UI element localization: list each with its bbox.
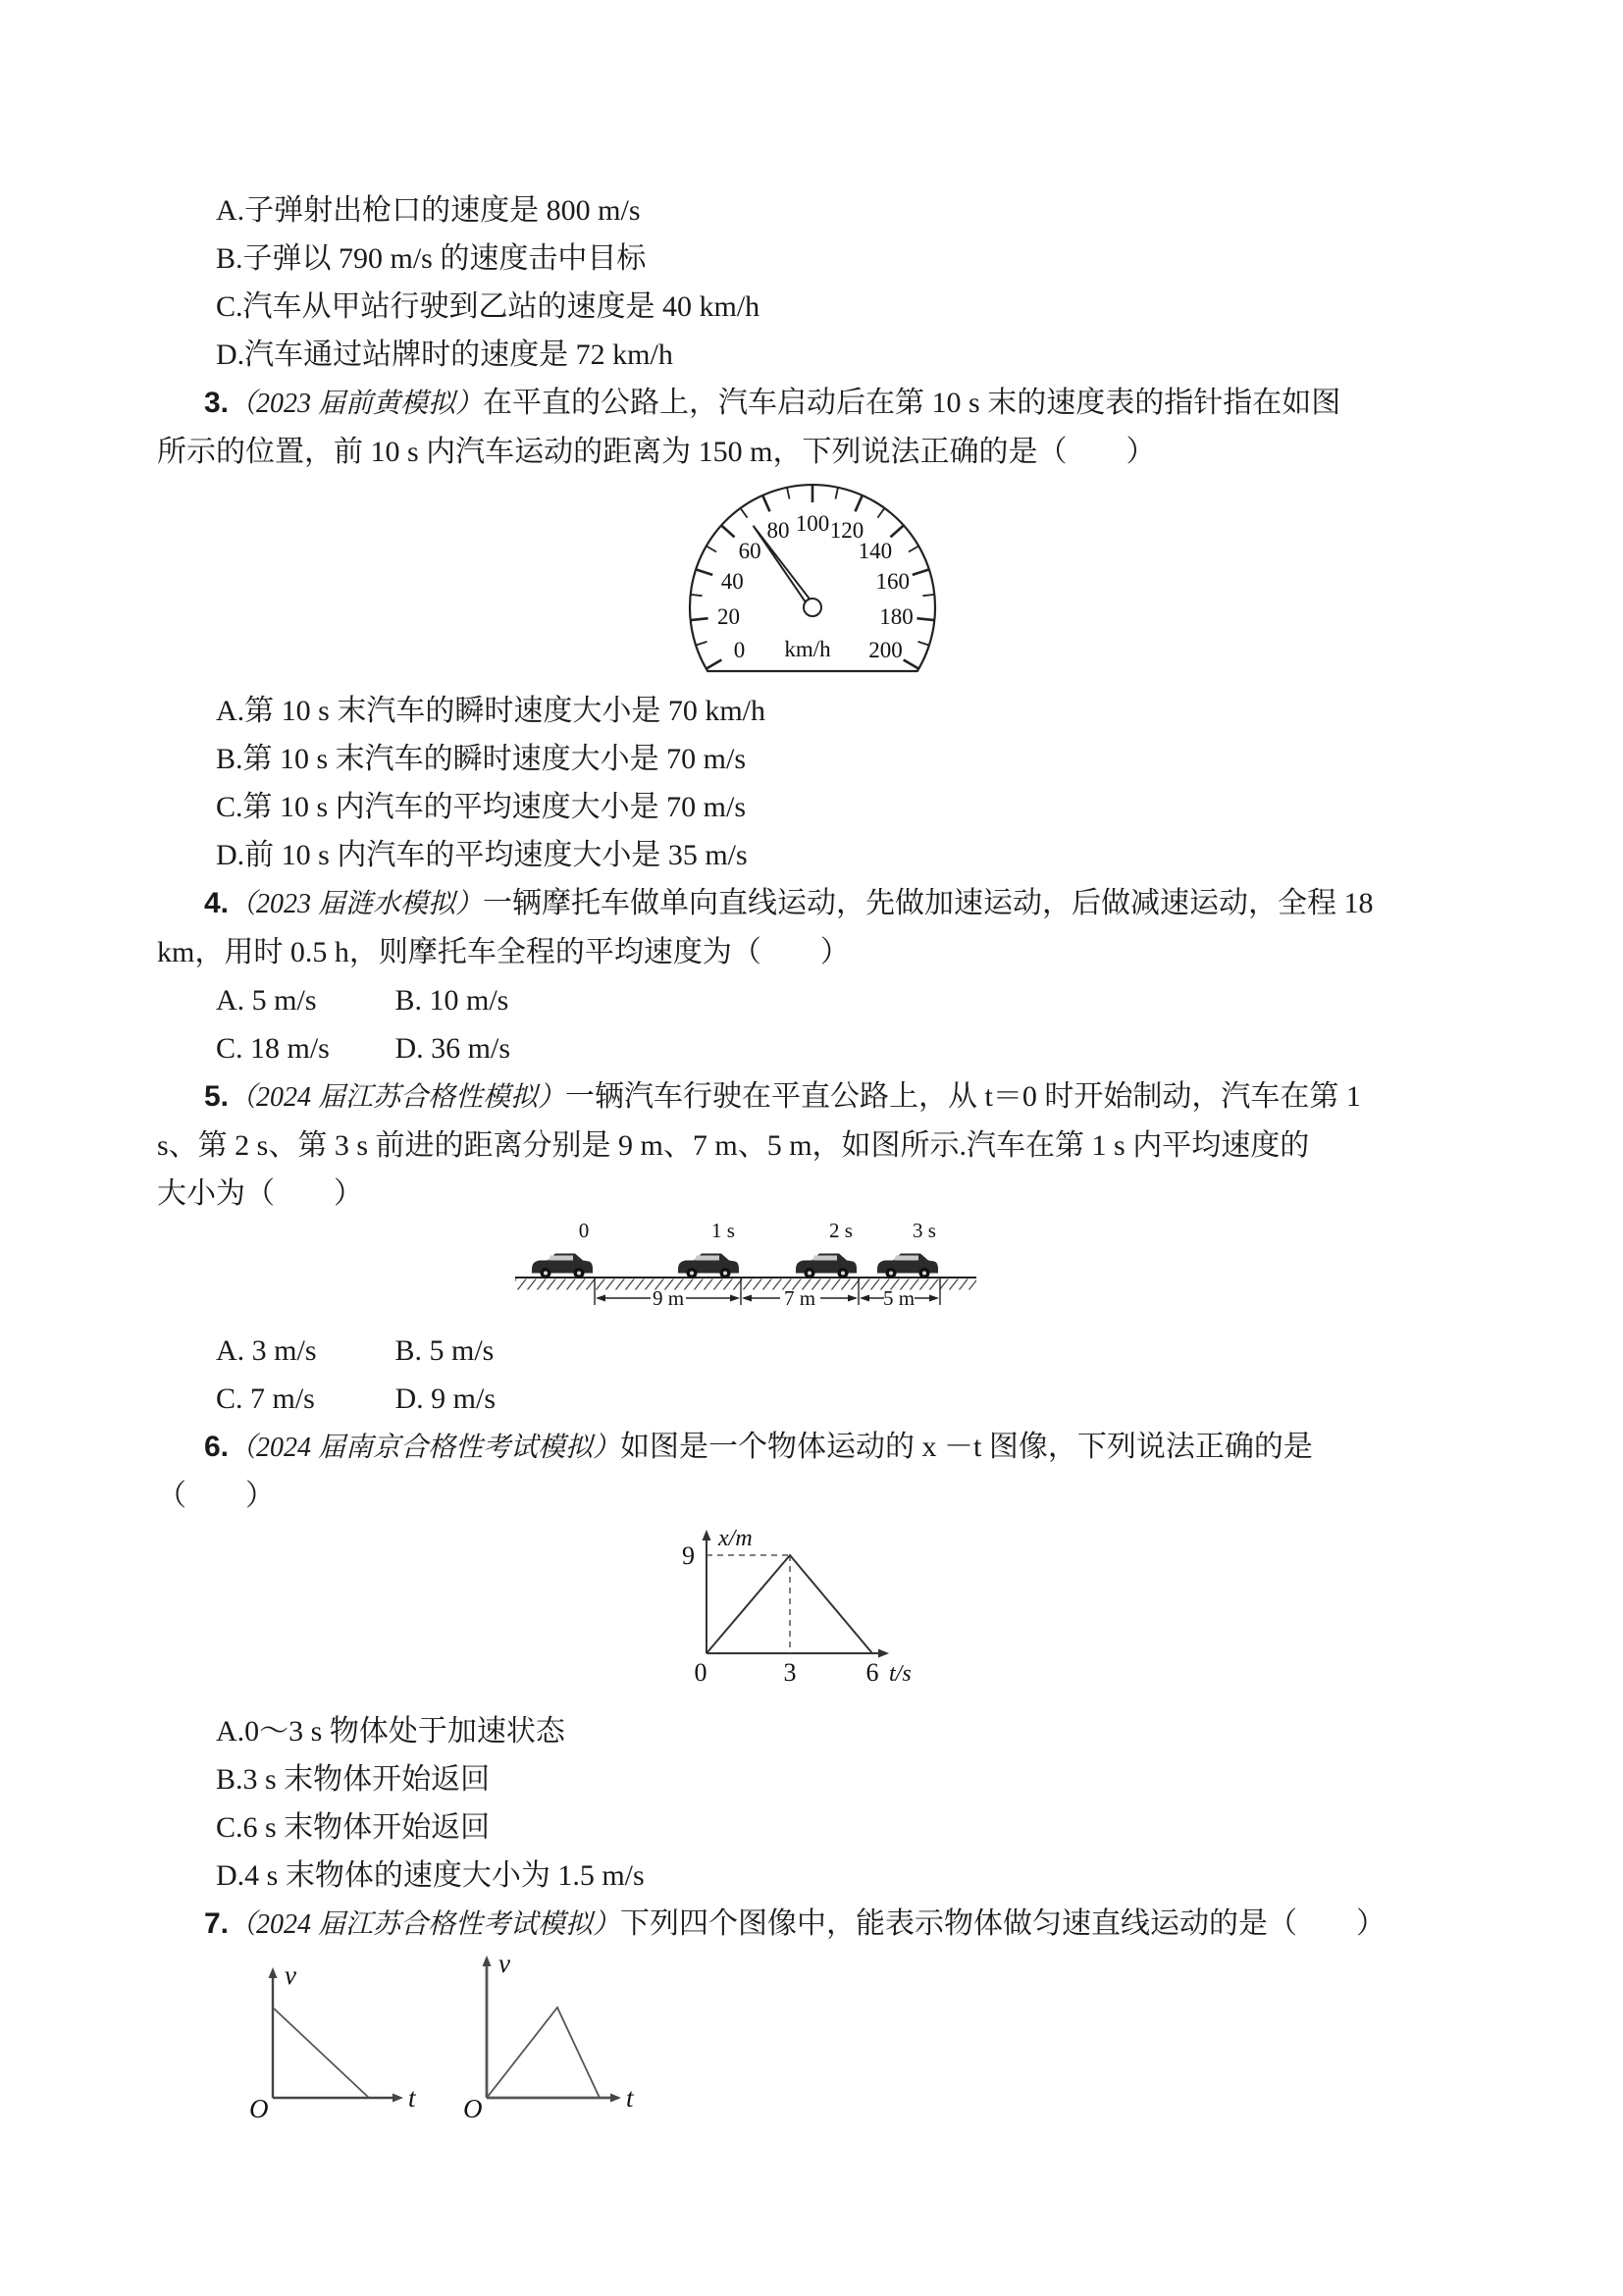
- q5-stem-line2: s、第 2 s、第 3 s 前进的距离分别是 9 m、7 m、5 m，如图所示.汽车在第 1 s 内平均速度的: [157, 1129, 1310, 1162]
- distance-5m: 5 m: [882, 1286, 916, 1310]
- vta-y-arrow: [269, 1967, 278, 1978]
- speedometer-figure: [685, 480, 1461, 683]
- q5-source: （2024 届江苏合格性模拟）: [229, 1082, 566, 1113]
- vta-xlabel: t: [408, 2083, 416, 2113]
- gauge-unit-label: km/h: [784, 637, 831, 661]
- gauge-label-0: 0: [733, 638, 746, 662]
- xt-ylabel: x/m: [718, 1526, 753, 1551]
- gauge-label-80: 80: [766, 518, 790, 543]
- xt-xtick-6: 6: [865, 1658, 879, 1687]
- vt-graph-b-svg: [455, 1953, 642, 2127]
- vtb-ylabel: v: [498, 1953, 510, 1978]
- q3-option-c: C.第 10 s 内汽车的平均速度大小是 70 m/s: [216, 791, 747, 823]
- gauge-label-100: 100: [795, 511, 830, 536]
- q4-stem-text: 一辆摩托车做单向直线运动，先做加速运动，后做减速运动，全程 18: [483, 887, 1374, 919]
- xt-ytick-9: 9: [682, 1541, 695, 1570]
- q4-options-row2: [157, 1024, 1461, 1072]
- xt-graph-svg: [648, 1524, 913, 1698]
- q4-source: （2023 届涟水模拟）: [229, 889, 484, 919]
- vta-ylabel: v: [285, 1962, 296, 1990]
- q6-stem-line2: （ ）: [157, 1480, 275, 1512]
- car-time-1s: 1 s: [711, 1222, 735, 1242]
- q7-stem-line1: [157, 1900, 1461, 1949]
- q7-stem-text: 下列四个图像中，能表示物体做匀速直线运动的是（ ）: [620, 1907, 1387, 1940]
- car-time-0: 0: [578, 1222, 590, 1242]
- car-time-2s: 2 s: [829, 1222, 853, 1242]
- xt-graph-figure: [648, 1524, 1461, 1703]
- q3-option-a: A.第 10 s 末汽车的瞬时速度大小是 70 km/h: [216, 695, 766, 727]
- gauge-label-60: 60: [738, 539, 761, 563]
- vtb-motion-line: [487, 2008, 600, 2098]
- xt-x-arrow: [878, 1649, 889, 1658]
- gauge-labels: [717, 511, 914, 662]
- q5-option-d: D. 9 m/s: [394, 1383, 497, 1415]
- q5-option-b: B. 5 m/s: [394, 1334, 495, 1367]
- q2-option-d: D.汽车通过站牌时的速度是 72 km/h: [216, 339, 673, 371]
- vt-graph-a-svg: [236, 1962, 422, 2127]
- gauge-label-20: 20: [717, 604, 740, 629]
- q6-option-a: A.0～3 s 物体处于加速状态: [216, 1715, 565, 1748]
- car-3s: [877, 1254, 938, 1279]
- gauge-label-40: 40: [720, 569, 744, 594]
- q5-option-a: A. 3 m/s: [216, 1334, 317, 1367]
- q5-number: 5.: [204, 1080, 230, 1113]
- q7-number: 7.: [204, 1907, 230, 1940]
- q5-stem-line3: 大小为（ ）: [157, 1177, 363, 1210]
- gauge-label-180: 180: [879, 604, 914, 629]
- vtb-xlabel: t: [626, 2083, 634, 2113]
- vt-graphs-row: [236, 1953, 1461, 2127]
- xt-origin: 0: [694, 1658, 707, 1687]
- gauge-hub: [804, 599, 821, 616]
- car-2s: [796, 1254, 857, 1279]
- vta-x-arrow: [393, 2094, 403, 2103]
- distance-9m: 9 m: [652, 1286, 685, 1310]
- q6-number: 6.: [204, 1431, 230, 1463]
- q3-stem-line2: 所示的位置，前 10 s 内汽车运动的距离为 150 m，下列说法正确的是（ ）: [157, 436, 1156, 468]
- q3-number: 3.: [204, 387, 230, 419]
- q6-option-b: B.3 s 末物体开始返回: [216, 1763, 491, 1796]
- vta-motion-line: [273, 2008, 369, 2098]
- q2-option-b: B.子弹以 790 m/s 的速度击中目标: [216, 242, 647, 275]
- vtb-origin: O: [463, 2094, 483, 2123]
- xt-xlabel: t/s: [889, 1661, 912, 1687]
- q7-source: （2024 届江苏合格性考试模拟）: [229, 1909, 621, 1940]
- vta-origin: O: [249, 2094, 269, 2123]
- q6-stem-text: 如图是一个物体运动的 x －t 图像，下列说法正确的是: [620, 1431, 1313, 1463]
- q2-option-a: A.子弹射出枪口的速度是 800 m/s: [216, 194, 641, 227]
- q6-option-d: D.4 s 末物体的速度大小为 1.5 m/s: [216, 1859, 645, 1892]
- q4-stem-line2: km，用时 0.5 h，则摩托车全程的平均速度为（ ）: [157, 936, 850, 968]
- vtb-x-arrow: [610, 2094, 621, 2103]
- q4-number: 4.: [204, 887, 230, 919]
- distance-7m: 7 m: [783, 1286, 816, 1310]
- q3-option-b: B.第 10 s 末汽车的瞬时速度大小是 70 m/s: [216, 743, 747, 775]
- q3-stem-text: 在平直的公路上，汽车启动后在第 10 s 末的速度表的指针指在如图: [483, 387, 1341, 419]
- vtb-y-arrow: [483, 1956, 492, 1966]
- q3-stem-line1: [157, 379, 1461, 428]
- q6-option-c: C.6 s 末物体开始返回: [216, 1811, 491, 1844]
- car-time-labels: [579, 1222, 936, 1242]
- q4-option-a: A. 5 m/s: [216, 984, 317, 1017]
- q6-source: （2024 届南京合格性考试模拟）: [229, 1433, 621, 1463]
- gauge-label-140: 140: [858, 539, 893, 563]
- gauge-label-160: 160: [875, 569, 911, 594]
- car-0s: [532, 1254, 593, 1279]
- q5-options-row2: [157, 1375, 1461, 1423]
- gauge-label-200: 200: [868, 638, 903, 662]
- xt-xtick-3: 3: [783, 1658, 797, 1687]
- car-1s: [678, 1254, 739, 1279]
- xt-y-arrow: [703, 1530, 711, 1540]
- q4-option-c: C. 18 m/s: [216, 1032, 330, 1065]
- q3-source: （2023 届前黄模拟）: [229, 389, 484, 419]
- q4-option-d: D. 36 m/s: [394, 1032, 511, 1065]
- car-diagram-figure: [515, 1222, 1461, 1323]
- q3-option-d: D.前 10 s 内汽车的平均速度大小是 35 m/s: [216, 839, 748, 871]
- q5-stem-text: 一辆汽车行驶在平直公路上，从 t＝0 时开始制动，汽车在第 1: [565, 1080, 1361, 1113]
- gauge-label-120: 120: [829, 518, 864, 543]
- q4-options-row1: [157, 976, 1461, 1024]
- q6-stem-line1: [157, 1423, 1461, 1472]
- car-time-3s: 3 s: [913, 1222, 936, 1242]
- q4-option-b: B. 10 m/s: [394, 984, 509, 1017]
- car-diagram-svg: [515, 1222, 976, 1318]
- q5-options-row1: [157, 1327, 1461, 1375]
- speedometer-svg: [685, 480, 940, 678]
- q5-option-c: C. 7 m/s: [216, 1383, 315, 1415]
- q2-option-c: C.汽车从甲站行驶到乙站的速度是 40 km/h: [216, 290, 760, 323]
- q4-stem-line1: [157, 879, 1461, 928]
- q5-stem-line1: [157, 1072, 1461, 1122]
- car-group: [532, 1254, 938, 1279]
